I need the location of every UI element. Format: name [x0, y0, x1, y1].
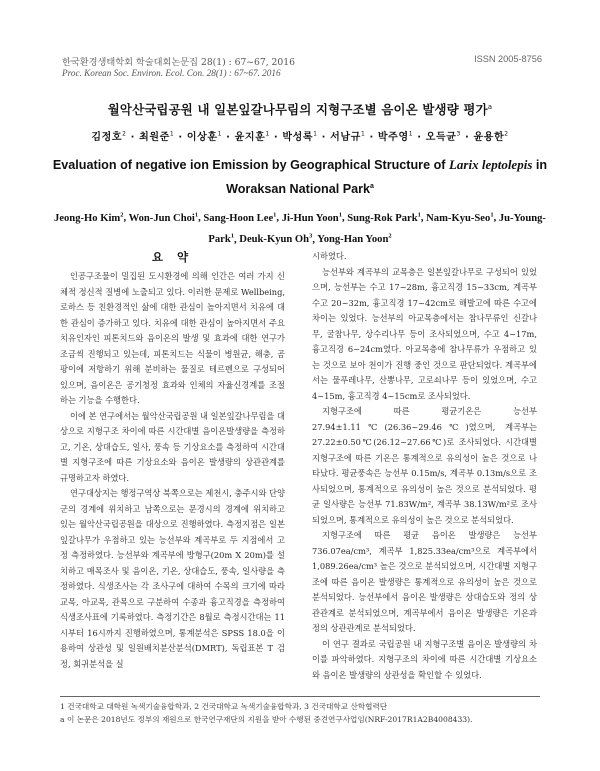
author-name: Sang-Hoon Lee — [203, 212, 274, 224]
journal-citation-en: Proc. Korean Soc. Environ. Ecol. Con. 28(1) : 67~67. 2016 — [62, 68, 281, 78]
author-name: 최원준 — [139, 132, 170, 143]
body-paragraph: 지형구조에 따른 평균 음이온 발생량은 능선부 736.07ea/cm³, 계곡부 1,825.33ea/cm³으로 계곡부에서 1,089.26ea/cm³ 높은 것으로 분석되었으며, 시간대별 지형구조에 따른 음이온 발생량은 통계적으로 유의성이 높은 것으로 분석되었다. 능선부에서 음이온 발생량은 상대습도와 정의 상관관계로 분석되었으며, 계곡부에서 음이온 발생량은 기온과 정의 상관관계로 분석되었다. — [312, 530, 537, 633]
author-affiliation-mark: 3 — [456, 130, 461, 138]
author — [317, 234, 391, 245]
author-name: Nam-Kyu-Seo — [426, 212, 491, 224]
title-korean — [40, 100, 560, 118]
body-paragraph: 이에 본 연구에서는 월악산국립공원 내 일본잎갈나무림을 대상으로 지형구조 차이에 따른 시간대별 음이온발생량을 측정하고, 기온, 상대습도, 일사, 풍속 등 기상요소를 측정하여 시간대별 지형구조에 따른 기상요소와 음이온 발생량의 상관관계를 규명하고자 하였다. — [60, 410, 285, 483]
author-affiliation-mark: 1 — [490, 211, 494, 218]
body-paragraph-continued: 시하였다. — [312, 251, 347, 261]
author-name: Sung-Rok Park — [347, 212, 418, 224]
body-paragraph: 능선부와 계곡부의 교목층은 일본잎갈나무로 구성되어 있었으며, 능선부는 수고 17~28m, 흉고직경 15~33cm, 계곡부 수고 20~32m, 흉고직경 17~42cm로 해발고에 따른 수고에 차이는 있었다. 능선부의 아교목층에서는 참나무류인 신갈나무, 굴참나무, 상수리나무 등이 조사되었으며, 수고 4~17m, 흉고직경 6~24cm였다. 아교목층에 참나무류가 우점하고 있는 것으로 보아 천이가 진행 중인 것으로 판단되었다. 계곡부에서는 물푸레나무, 산뽕나무, 고로쇠나무 등이 있었으며, 수고 4~15m, 흉고직경 4~15cm로 조사되었다. — [312, 266, 537, 401]
author-affiliation-mark: 1 — [169, 130, 175, 138]
footnote-divider — [60, 696, 540, 697]
body-paragraph: 지형구조에 따른 평균기온은 능선부 27.94±1.11℃(26.36~29.46℃)였으며, 계곡부는 27.22±0.50℃(26.12~27.66℃)로 조사되었다. 시간대별 지형구조에 따른 기온은 통계적으로 유의성이 높은 것으로 나타났다. 평균풍속은 능선부 0.15m/s, 계곡부 0.13m/s으로 조사되었으며, 통계적으로 유의성이 높은 것으로 분석되었다. 평균 일사량은 능선부 71.83W/m², 계곡부 38.13W/m²로 조사되었으며, 통계적으로 유의성이 높은 것으로 분석되었다. — [312, 406, 537, 525]
authors-korean: 김정호$^2$ · 최원준$^1$ · 이상훈$^1$ · 윤지훈$^1$ · 박성록$^1$ · 서남규$^1$ · 박주영$^1$ · 오득균$^3$ · 윤용한$^2$ — [91, 130, 509, 143]
author — [239, 234, 312, 245]
author — [426, 132, 461, 143]
author-name: 오득균 — [425, 132, 457, 143]
author — [347, 213, 421, 224]
title-korean-text: 월악산국립공원 내 일본잎갈나무림의 지형구조별 음이온 발생량 평가 — [107, 102, 488, 117]
author-affiliation-mark: 2 — [120, 211, 124, 218]
author-affiliation-mark: 2 — [388, 232, 392, 240]
author-name: Deuk-Kyun Oh — [239, 234, 310, 246]
footnote-affiliations: 1 건국대학교 대학원 녹색기술융합학과, 2 건국대학교 녹색기술융합학과, 3 건국대학교 산학협력단 — [60, 702, 388, 711]
author — [91, 132, 126, 143]
abstract-heading: 요 약 — [151, 250, 194, 264]
species-name: Larix leptolepis — [448, 157, 533, 172]
author-affiliation-mark: 1 — [417, 211, 421, 218]
author-affiliation-mark: 1 — [313, 130, 318, 138]
body-paragraph: 이 연구 결과로 국립공원 내 지형구조별 음이온 발생량의 차이를 파악하였다. 지형구조의 차이에 따른 시간대별 기상요소와 음이온 발생량의 상관성을 확인할 수 있었다. — [312, 638, 537, 680]
author — [282, 213, 342, 224]
author-affiliation-mark: 1 — [360, 130, 366, 138]
journal-citation-ko: 한국환경생태학회 학술대회논문집 28(1) : 67~67, 2016 — [62, 57, 295, 68]
title-english-post: in Woraksan National Park — [226, 158, 548, 197]
author-affiliation-mark: 2 — [504, 130, 509, 138]
author-name: Ji-Hun Yoon — [281, 212, 339, 224]
author — [426, 213, 493, 224]
author-name: Jeong-Ho Kim — [54, 212, 121, 224]
author-name: Won-Jun Choi — [128, 212, 195, 224]
title-english — [40, 154, 560, 200]
author-name: 서남규 — [330, 132, 361, 143]
author — [54, 213, 123, 224]
body-paragraph: 연구대상지는 행정구역상 북쪽으로는 제천시, 충주시와 단양군의 경계에 위치하고 남쪽으로는 문경시의 경계에 위치하고 있는 월악산국립공원을 대상으로 진행하였다. 측정지점은 일본잎갈나무가 우점하고 있는 능선부와 계곡부로 두 지점에서 고정 측정하였다. 능선부와 계곡부에 방형구(20m X 20m)를 설치하고 매목조사 및 음이온, 기온, 상대습도, 풍속, 일사량을 측정하였다. 식생조사는 각 조사구에 대하여 수목의 크기에 따라 교목, 아교목, 관목으로 구분하여 수종과 흉고직경을 측정하여 식생조사표에 기록하였다. 측정기간은 8월로 측정시간대는 11시부터 16시까지 진행하였으며, 통계분석은 SPSS 18.0을 이용하여 상관성 및 일원배치분산분석(DMRT), 독립표본 T 검정, 회귀분석을 실 — [60, 488, 285, 669]
running-header — [62, 54, 542, 68]
title-english-mark: a — [370, 183, 374, 190]
author — [235, 132, 270, 143]
author-affiliation-mark: 2 — [122, 130, 127, 138]
authors-english: Jeong-Ho Kim$^2$, Won-Jun Choi$^1$, Sang-Hoon Lee$^1$, Ji-Hun Yoon$^1$, Sung-Rok Park$^1$, Nam-Kyu-Seo$^1$, Ju-Young-Park$^1$, Deuk-Kyun Oh$^3$, Yong-Han Yoon$^2$ — [54, 211, 546, 246]
author — [187, 132, 222, 143]
body-paragraph: 인공구조물이 밀집된 도시환경에 의해 인간은 여러 가지 신체적 정신적 질병에 노출되고 있다. 이러한 문제로 Wellbeing, 로하스 등 친환경적인 삶에 대한 관심이 높아지면서 치유에 대한 관심이 증가하고 있다. 치유에 대한 관심이 높아지면서 주요 치유인자인 피톤치드와 음이온의 발생 및 효과에 대한 연구가 조금씩 진행되고 있는데, 피톤치드는 식물이 병원균, 해충, 곰팡이에 저항하기 위해 분비하는 물질로 테르펜으로 구성되어 있으며, 음이온은 공기청정 효과와 인체의 자율신경계를 조절하는 기능을 수행한다. — [60, 271, 285, 405]
author-affiliation-mark: 1 — [265, 130, 270, 138]
right-column — [312, 249, 537, 683]
author-affiliation-mark: 1 — [408, 130, 414, 138]
author-name: 윤용한 — [473, 132, 505, 143]
author — [139, 132, 174, 143]
issn: ISSN 2005-8756 — [474, 54, 542, 64]
title-korean-mark: a — [487, 102, 493, 111]
author-name: 이상훈 — [186, 132, 218, 143]
author-name: Ju-Young-Park — [208, 212, 546, 246]
author-affiliation-mark: 1 — [230, 232, 234, 240]
left-column — [60, 269, 285, 672]
author — [330, 132, 365, 143]
footnote-funding: a 이 논문은 2018년도 정부의 재원으로 한국연구재단의 지원을 받아 수행된 중견연구사업임(NRF-2017R1A2B4008433). — [60, 715, 473, 724]
author-affiliation-mark: 1 — [338, 211, 342, 218]
author-affiliation-mark: 1 — [217, 130, 223, 138]
author-name: 박성록 — [282, 132, 314, 143]
author-affiliation-mark: 3 — [309, 232, 313, 240]
author-affiliation-mark: 1 — [273, 211, 277, 218]
author-name: 윤지훈 — [234, 132, 266, 143]
author — [129, 213, 199, 224]
author — [378, 132, 413, 143]
author-name: 박주영 — [377, 132, 409, 143]
author-name: Yong-Han Yoon — [317, 234, 389, 246]
author — [282, 132, 317, 143]
author — [203, 213, 276, 224]
author — [473, 132, 508, 143]
author-name: 김정호 — [91, 132, 123, 143]
title-english-pre: Evaluation of negative ion Emission by Geographical Structure of — [52, 158, 446, 172]
author-affiliation-mark: 1 — [194, 211, 199, 218]
